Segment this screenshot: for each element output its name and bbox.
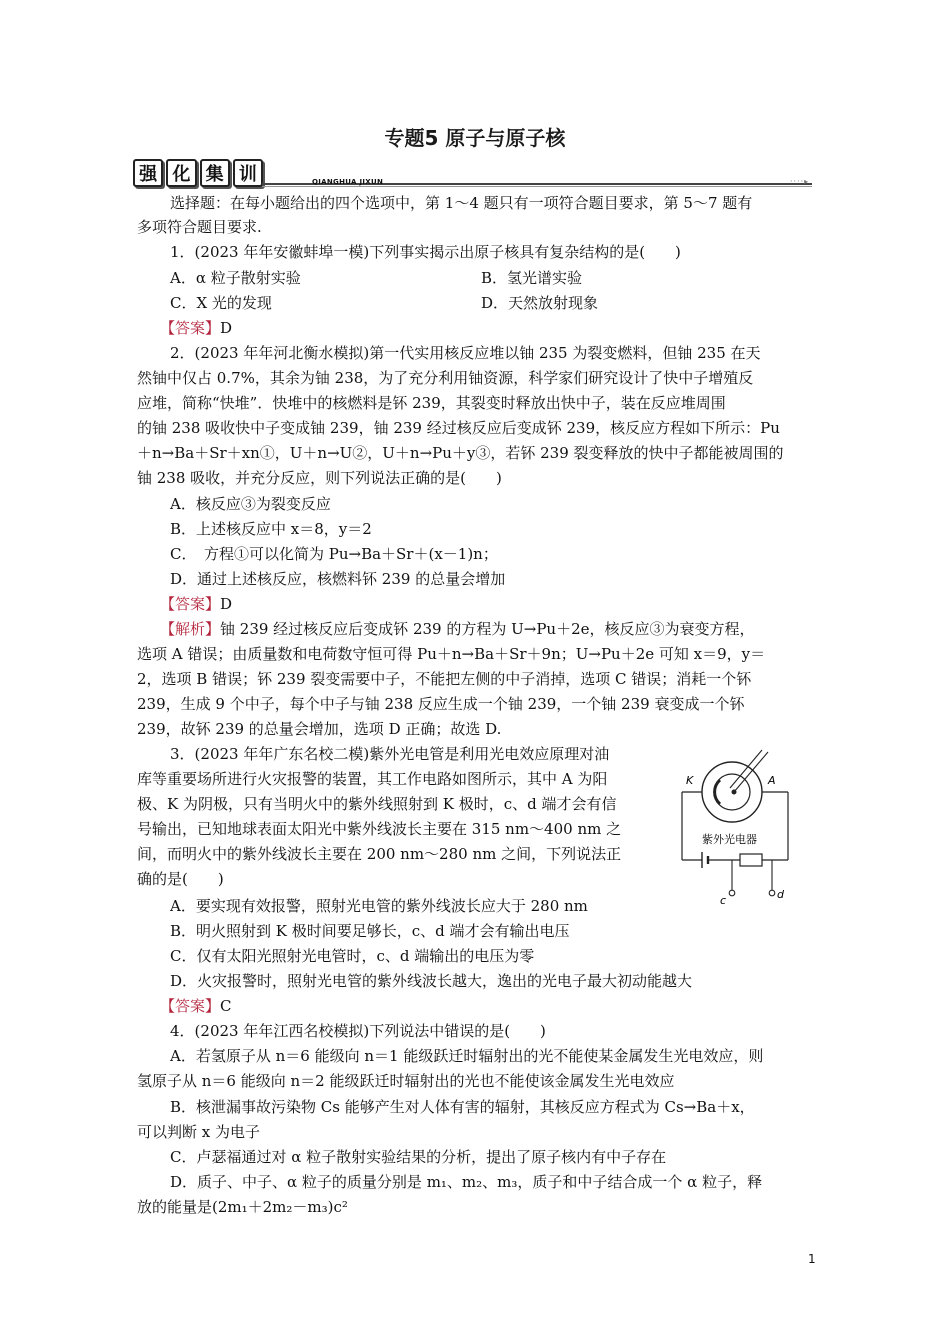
answer-label: 【答案】 bbox=[160, 997, 221, 1015]
question-3-line: 间，而明火中的紫外线波长主要在 200 nm～280 nm 之间，下列说法正 bbox=[137, 845, 622, 863]
q2-option-b: B．上述核反应中 x＝8，y＝2 bbox=[170, 520, 372, 538]
question-4: 4．(2023 年年江西名校模拟)下列说法中错误的是( ) bbox=[170, 1022, 546, 1040]
terminal-c-label: c bbox=[720, 894, 727, 907]
q4-option-c: C．卢瑟福通过对 α 粒子散射实验结果的分析，提出了原子核内有中子存在 bbox=[170, 1148, 667, 1166]
answer-value: D bbox=[220, 595, 233, 613]
q1-option-c: C．X 光的发现 bbox=[170, 294, 272, 312]
q1-option-b: B．氢光谱实验 bbox=[481, 269, 583, 287]
q4-option-b: B．核泄漏事故污染物 Cs 能够产生对人体有害的辐射，其核反应方程式为 Cs→Ba＋x， bbox=[170, 1098, 755, 1116]
analysis-line: 选项 A 错误；由质量数和电荷数守恒可得 Pu＋n→Ba＋Sr＋9n；U→Pu＋2e 可知 x＝9，y＝ bbox=[137, 645, 766, 663]
question-2-line: 应堆，简称“快堆”．快堆中的核燃料是钚 239，其裂变时释放出快中子，装在反应堆周围 bbox=[137, 394, 726, 412]
q2-option-d: D．通过上述核反应，核燃料钚 239 的总量会增加 bbox=[170, 570, 506, 588]
question-3: 3．(2023 年年广东名校二模)紫外光电管是利用光电效应原理对油 bbox=[170, 745, 610, 763]
question-3-line: 库等重要场所进行火灾报警的装置，其工作电路如图所示，其中 A 为阳 bbox=[137, 770, 608, 788]
q3-option-b: B．明火照射到 K 极时间要足够长，c、d 端才会有输出电压 bbox=[170, 922, 570, 940]
intro-line: 多项符合题目要求. bbox=[137, 218, 262, 236]
banner-char: 训 bbox=[233, 159, 263, 187]
q2-analysis bbox=[160, 618, 755, 640]
analysis-text: 铀 239 经过核反应后变成钚 239 的方程为 U→Pu＋2e，核反应③为衰变方程， bbox=[220, 620, 755, 638]
q2-option-a: A．核反应③为裂变反应 bbox=[170, 495, 331, 513]
question-1: 1．(2023 年年安徽蚌埠一模)下列事实揭示出原子核具有复杂结构的是( ) bbox=[170, 243, 681, 261]
answer-value: D bbox=[220, 319, 233, 337]
answer-label: 【答案】 bbox=[160, 595, 221, 613]
phototube-circuit-figure bbox=[676, 748, 804, 908]
analysis-line: 2，选项 B 错误；钚 239 裂变需要中子，不能把左侧的中子消掉，选项 C 错误；消耗一个钚 bbox=[137, 670, 752, 688]
q3-option-a: A．要实现有效报警，照射光电管的紫外线波长应大于 280 nm bbox=[170, 897, 588, 915]
terminal-d-label: d bbox=[777, 888, 784, 901]
analysis-line: 239，故钚 239 的总量会增加，选项 D 正确；故选 D. bbox=[137, 720, 502, 738]
q4-option-a: A．若氢原子从 n＝6 能级向 n＝1 能级跃迁时辐射出的光不能使某金属发生光电效应，则 bbox=[170, 1047, 764, 1065]
answer-label: 【答案】 bbox=[160, 319, 221, 337]
banner-dots: ····▸ bbox=[790, 177, 810, 186]
q3-option-c: C．仅有太阳光照射光电管时，c、d 端输出的电压为零 bbox=[170, 947, 535, 965]
analysis-label: 【解析】 bbox=[160, 620, 221, 638]
banner-rule-thin bbox=[262, 186, 812, 187]
banner-subtitle: QIANGHUA JIXUN bbox=[312, 178, 384, 186]
banner-char: 化 bbox=[166, 159, 196, 187]
q4-option-b-cont: 可以判断 x 为电子 bbox=[137, 1123, 260, 1141]
anode-label: A bbox=[768, 774, 776, 787]
question-2-line: 铀 238 吸收，并充分反应，则下列说法正确的是( ) bbox=[137, 469, 502, 487]
analysis-line: 239，生成 9 个中子，每个中子与铀 238 反应生成一个铀 239，一个铀 239 衰变成一个钚 bbox=[137, 695, 745, 713]
q1-option-d: D．天然放射现象 bbox=[481, 294, 599, 312]
question-2-line: 的铀 238 吸收快中子变成铀 239，铀 239 经过核反应后变成钚 239，核反应方程如下所示：Pu bbox=[137, 419, 780, 437]
question-3-line: 确的是( ) bbox=[137, 870, 224, 888]
banner-char: 集 bbox=[200, 159, 230, 187]
cathode-label: K bbox=[686, 774, 694, 787]
answer-value: C bbox=[220, 997, 232, 1015]
q4-option-d-cont: 放的能量是(2m₁＋2m₂－m₃)c² bbox=[137, 1198, 348, 1216]
banner-char: 强 bbox=[133, 159, 163, 187]
section-banner bbox=[133, 160, 263, 186]
question-2-line: 然铀中仅占 0.7%，其余为铀 238，为了充分利用铀资源，科学家们研究设计了快中子增殖反 bbox=[137, 369, 754, 387]
question-3-line: 极、K 为阴极，只有当明火中的紫外线照射到 K 极时，c、d 端才会有信 bbox=[137, 795, 617, 813]
question-3-line: 号输出，已知地球表面太阳光中紫外线波长主要在 315 nm～400 nm 之 bbox=[137, 820, 622, 838]
q1-option-a: A．α 粒子散射实验 bbox=[170, 269, 301, 287]
q4-option-a-cont: 氢原子从 n＝6 能级向 n＝2 能级跃迁时辐射出的光也不能使该金属发生光电效应 bbox=[137, 1072, 675, 1090]
q4-option-d: D．质子、中子、α 粒子的质量分别是 m₁、m₂、m₃，质子和中子结合成一个 α 粒子，释 bbox=[170, 1173, 763, 1191]
q2-option-c: C． 方程①可以化简为 Pu→Ba＋Sr＋(x－1)n； bbox=[170, 545, 498, 563]
tube-label: 紫外光电器 bbox=[702, 833, 757, 846]
q1-answer bbox=[160, 317, 232, 339]
question-2-line: ＋n→Ba＋Sr＋xn①，U＋n→U②，U＋n→Pu＋y③，若钚 239 裂变释放的快中子都能被周围的 bbox=[137, 444, 784, 462]
page-number: 1 bbox=[808, 1252, 816, 1266]
q2-answer bbox=[160, 593, 232, 615]
page-title: 专题5 原子与原子核 bbox=[384, 126, 566, 150]
q3-answer bbox=[160, 995, 232, 1017]
question-2: 2．(2023 年年河北衡水模拟)第一代实用核反应堆以铀 235 为裂变燃料，但铀 235 在天 bbox=[170, 344, 761, 362]
intro-line: 选择题：在每小题给出的四个选项中，第 1～4 题只有一项符合题目要求，第 5～7 题有 bbox=[170, 194, 753, 212]
q3-option-d: D．火灾报警时，照射光电管的紫外线波长越大，逸出的光电子最大初动能越大 bbox=[170, 972, 693, 990]
